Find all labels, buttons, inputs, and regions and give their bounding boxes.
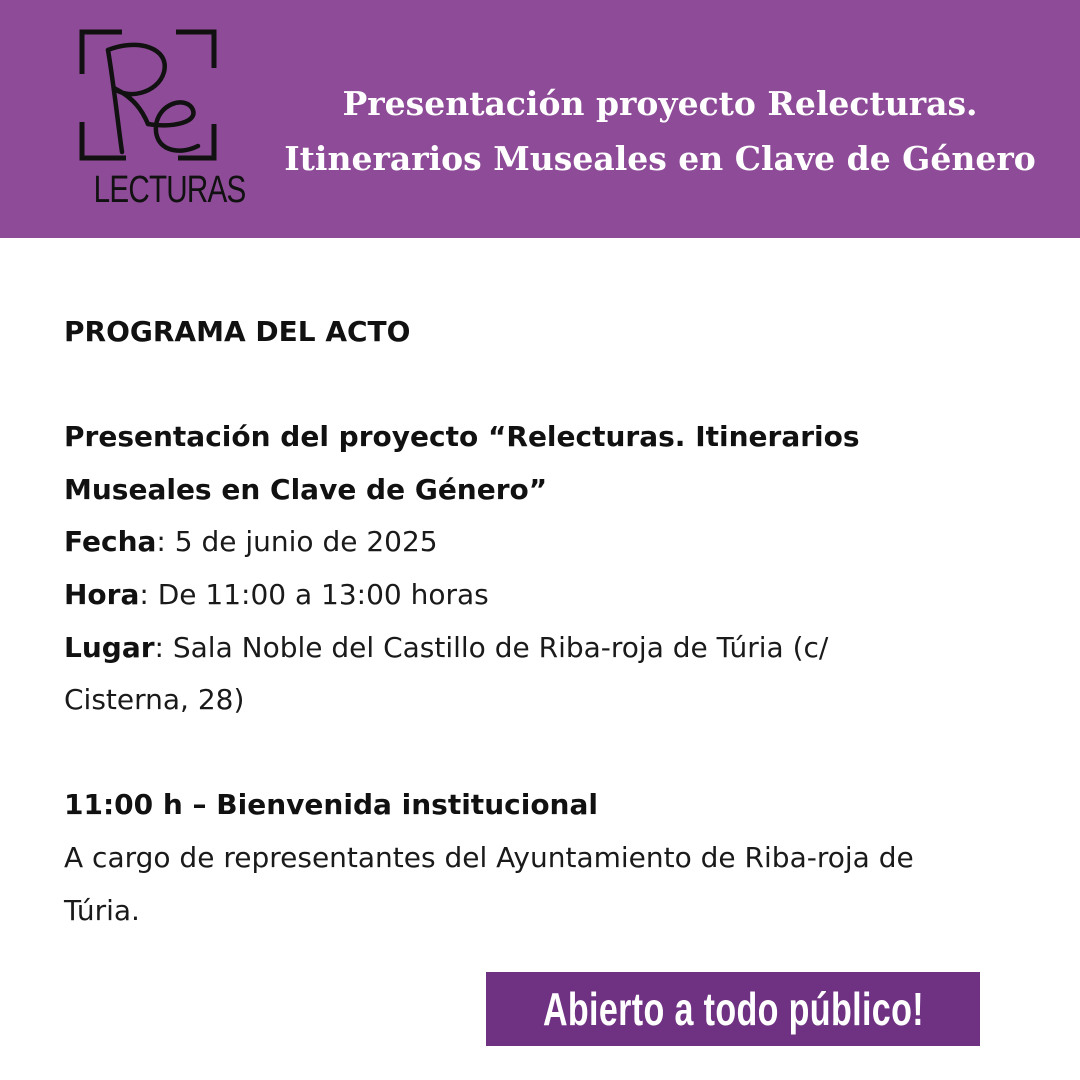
lugar-label: Lugar bbox=[64, 630, 155, 664]
cta-label: Abierto a todo público! bbox=[542, 983, 924, 1035]
page-title bbox=[270, 76, 1050, 186]
relecturas-logo bbox=[78, 28, 246, 212]
title-line-2: Itinerarios Museales en Clave de Género bbox=[284, 139, 1036, 178]
logo-wordmark: LECTURAS bbox=[93, 169, 246, 211]
welcome-text-line-2: Túria. bbox=[64, 893, 140, 927]
spacer bbox=[64, 359, 1024, 412]
section-heading: PROGRAMA DEL ACTO bbox=[64, 315, 411, 348]
welcome-text-line-1: A cargo de representantes del Ayuntamiento de Riba-roja de bbox=[64, 840, 914, 874]
title-line-1: Presentación proyecto Relecturas. bbox=[342, 84, 978, 123]
fecha-row bbox=[64, 516, 1024, 569]
lugar-value-line-2: Cisterna, 28) bbox=[64, 683, 245, 717]
hora-row bbox=[64, 569, 1024, 622]
hora-label: Hora bbox=[64, 577, 140, 611]
spacer bbox=[64, 727, 1024, 780]
fecha-label: Fecha bbox=[64, 525, 157, 559]
header-banner bbox=[0, 0, 1080, 238]
hora-value: : De 11:00 a 13:00 horas bbox=[139, 577, 489, 611]
open-to-public-banner bbox=[486, 972, 980, 1046]
welcome-heading: 11:00 h – Bienvenida institucional bbox=[64, 788, 598, 822]
lugar-value-line-1: : Sala Noble del Castillo de Riba-roja de Túria (c/ bbox=[154, 630, 829, 664]
presentation-title-line-2: Museales en Clave de Género” bbox=[64, 472, 548, 506]
lugar-row bbox=[64, 622, 1024, 675]
presentation-title-line-1: Presentación del proyecto “Relecturas. Itinerarios bbox=[64, 420, 860, 454]
re-logo-icon bbox=[78, 28, 220, 168]
fecha-value: : 5 de junio de 2025 bbox=[156, 525, 438, 559]
event-program bbox=[64, 306, 1024, 937]
